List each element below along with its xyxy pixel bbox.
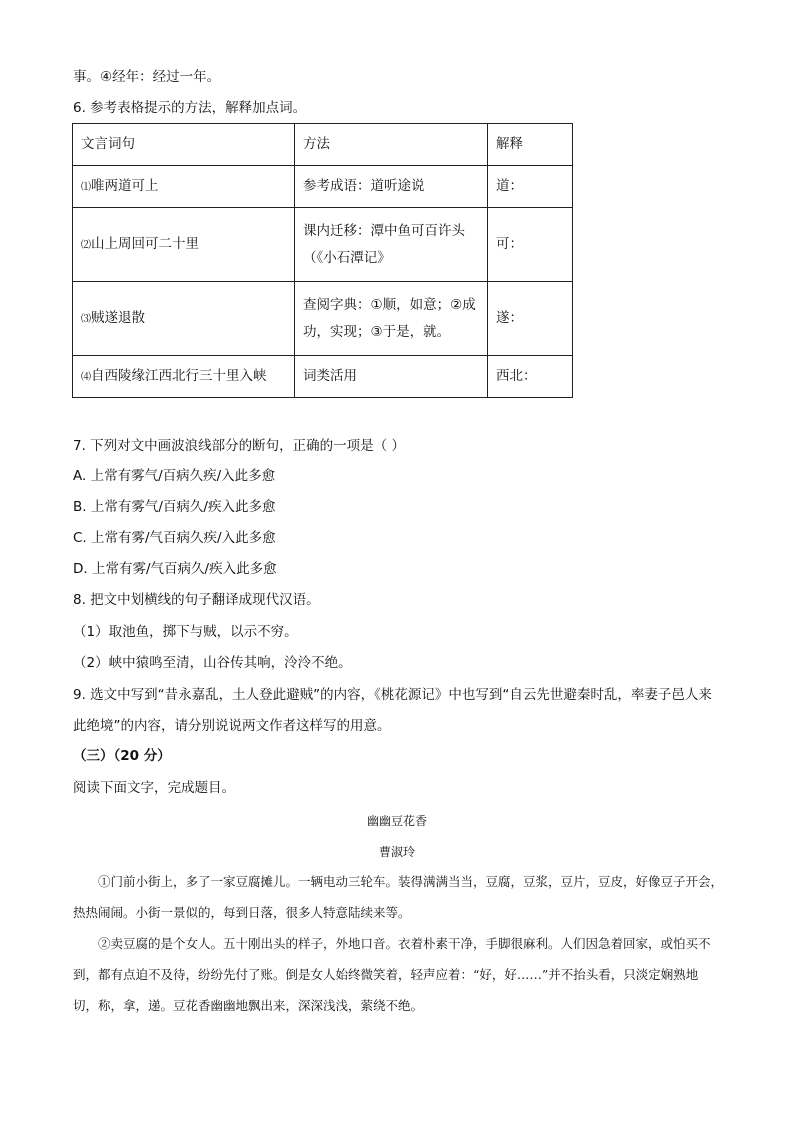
story-author: 曹淑玲	[378, 845, 415, 859]
table-row	[73, 282, 573, 356]
option-a: A. 上常有雾气/百病久疾/入此多愈	[73, 468, 276, 484]
explanation-table	[72, 123, 573, 398]
phrase-text: 贼遂退散	[91, 309, 145, 326]
question-9: 9. 选文中写到“昔永嘉乱，土人登此避贼”的内容，《桃花源记》中也写到“自云先世避秦时乱，率妻子邑人来此绝境”的内容，请分别说说两文作者这样写的用意。	[73, 687, 712, 734]
table-header-row	[73, 124, 573, 166]
table-cell-explain: 遂：	[488, 282, 573, 356]
table-cell-method: 课内迁移：潭中鱼可百许头（《小石潭记》	[295, 208, 488, 282]
table-cell-explain: 可：	[488, 208, 573, 282]
question-7: 7. 下列对文中画波浪线部分的断句，正确的一项是（ ）	[73, 438, 405, 454]
table-row	[73, 208, 573, 282]
table-cell-method: 参考成语：道听途说	[295, 166, 488, 208]
phrase-text: 自西陵缘江西北行三十里入峡	[91, 367, 267, 384]
table-cell-phrase	[73, 166, 295, 208]
table-header-method: 方法	[295, 124, 488, 166]
table-cell-phrase	[73, 356, 295, 398]
text-line-previous-note: 事。④经年：经过一年。	[73, 69, 221, 85]
table-cell-phrase	[73, 282, 295, 356]
row-number: ⑷	[81, 371, 91, 383]
story-title: 幽幽豆花香	[366, 814, 427, 828]
row-number: ⑵	[81, 239, 91, 251]
phrase-text: 唯两道可上	[91, 177, 159, 194]
story-paragraph-2: ②卖豆腐的是个女人。五十刚出头的样子，外地口音。衣着朴素干净，手脚很麻利。人们因急着回家，或怕买不到，都有点迫不及待，纷纷先付了账。倒是女人始终微笑着，轻声应着：“好，好……”并不抬头看，只淡定娴熟地切，称，拿，递。豆花香幽幽地飘出来，深深浅浅，萦绕不绝。	[73, 936, 711, 1013]
section-3-heading: （三）（20 分）	[73, 748, 171, 764]
reading-instruction: 阅读下面文字，完成题目。	[73, 780, 235, 796]
table-cell-explain: 道：	[488, 166, 573, 208]
option-b: B. 上常有雾气/百病久/疾入此多愈	[73, 499, 276, 515]
phrase-text: 山上周回可二十里	[91, 235, 199, 252]
table-header-phrase: 文言词句	[73, 124, 295, 166]
table-cell-method: 查阅字典：①顺，如意；②成功，实现；③于是，就。	[295, 282, 488, 356]
table-cell-explain: 西北：	[488, 356, 573, 398]
table-cell-phrase	[73, 208, 295, 282]
row-number: ⑴	[81, 181, 91, 193]
question-8: 8. 把文中划横线的句子翻译成现代汉语。	[73, 592, 320, 608]
table-row	[73, 356, 573, 398]
row-number: ⑶	[81, 313, 91, 325]
table-cell-method: 词类活用	[295, 356, 488, 398]
option-c: C. 上常有雾/气百病久疾/入此多愈	[73, 530, 276, 546]
question-8-part-2: （2）峡中猿鸣至清，山谷传其响，泠泠不绝。	[73, 655, 352, 671]
question-6: 6. 参考表格提示的方法，解释加点词。	[73, 100, 307, 116]
table-header-explain: 解释	[488, 124, 573, 166]
story-paragraph-1: ①门前小街上，多了一家豆腐摊儿。一辆电动三轮车。装得满满当当，豆腐，豆浆，豆片，豆皮，好像豆子开会，热热闹闹。小街一景似的，每到日落，很多人特意陆续来等。	[73, 874, 724, 920]
option-d: D. 上常有雾/气百病久/疾入此多愈	[73, 561, 277, 577]
question-8-part-1: （1）取池鱼，掷下与贼，以示不穷。	[73, 624, 298, 640]
table-row	[73, 166, 573, 208]
